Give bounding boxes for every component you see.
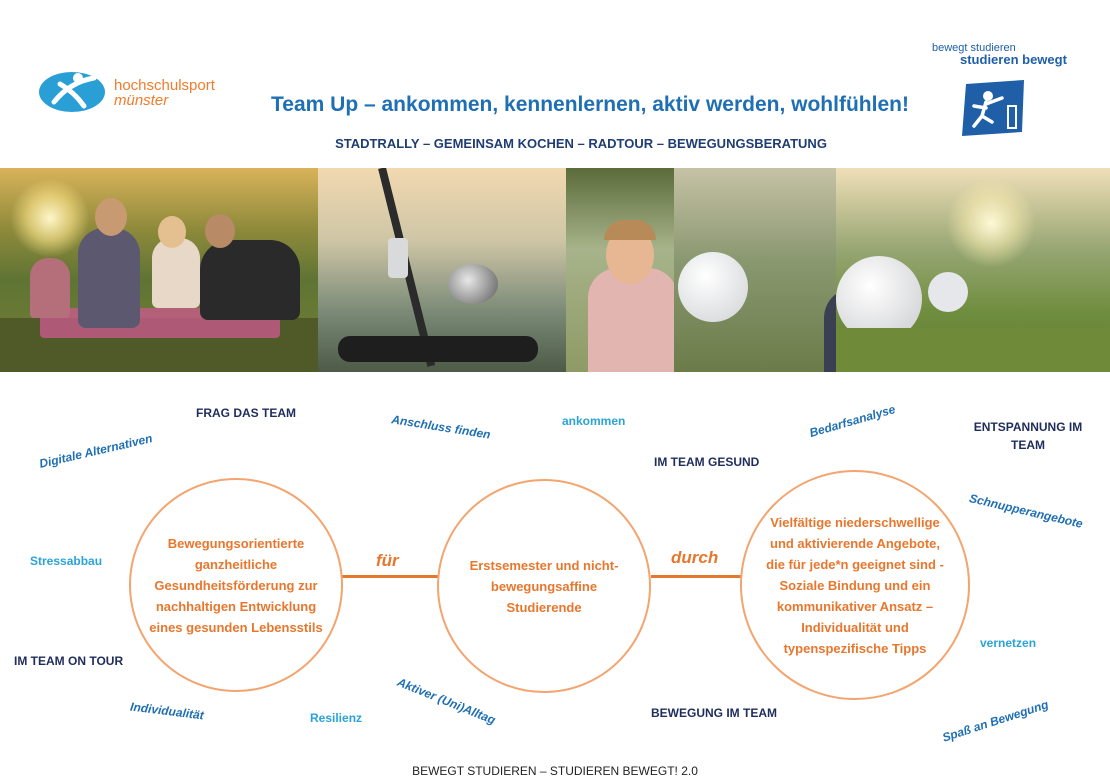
logo-line: münster [114,92,169,109]
tag-bewegung-im-team: BEWEGUNG IM TEAM [651,706,777,720]
circle-goal [129,478,343,692]
tag-individualitaet: Individualität [129,699,205,723]
tag-anschluss-finden: Anschluss finden [390,412,492,442]
connector-line-right [651,575,741,578]
logo-line: bewegt studieren [932,42,1016,54]
activities-subtitle: STADTRALLY – GEMEINSAM KOCHEN – RADTOUR – BEWEGUNGSBERATUNG [335,136,827,151]
tag-aktiver-unialltag: Aktiver (Uni)Alltag [395,674,498,728]
tag-schnupperangebote: Schnupperangebote [967,491,1085,531]
photo-smiling-woman [566,168,674,372]
tag-digitale-alternativen: Digitale Alternativen [37,431,154,471]
tag-ankommen: ankommen [562,414,626,428]
footer-text: BEWEGT STUDIEREN – STUDIEREN BEWEGT! 2.0 [412,764,698,778]
photo-bicycle-lamp [318,168,566,372]
photo-strip [0,168,1110,372]
bewegt-studieren-logo-text [932,42,1072,66]
tag-entspannung-im-team: ENTSPANNUNG IM TEAM [973,420,1083,452]
tag-resilienz: Resilienz [310,711,363,725]
logo-line: studieren bewegt [960,52,1067,67]
logo-line: hochschulsport [114,77,215,94]
circle-target-group [437,479,651,693]
tag-stressabbau: Stressabbau [30,554,103,568]
circle-approach-text: Vielfältige niederschwellige und aktivierende Angebote, die für jede*n geeignet sind - Soziale Bindung und ein kommunikativer Ansatz – Individualität und typenspezifische Tipps [766,514,944,656]
connector-label-durch: durch [671,548,719,567]
tag-frag-das-team: FRAG DAS TEAM [196,406,296,420]
circle-approach [740,470,970,700]
photo-spheres-men [674,168,836,372]
tag-spass-an-bewegung: Spaß an Bewegung [940,697,1051,745]
tag-im-team-gesund: IM TEAM GESUND [654,455,760,469]
circle-target-group-text: Erstsemester und nicht-bewegungsaffine Studierende [469,557,619,615]
page-title: Team Up – ankommen, kennenlernen, aktiv werden, wohlfühlen! [271,93,909,116]
photo-park-spheres [836,168,1110,372]
tag-bedarfsanalyse: Bedarfsanalyse [807,402,897,440]
circle-goal-text: Bewegungsorientierte ganzheitliche Gesundheitsförderung zur nachhaltigen Entwicklung eines gesunden Lebensstils [149,535,323,635]
tag-im-team-on-tour: IM TEAM ON TOUR [14,654,124,668]
tag-vernetzen: vernetzen [980,636,1037,650]
connector-label-fuer: für [376,551,399,570]
photo-picnic-group [0,168,318,372]
connector-line-left [342,575,438,578]
